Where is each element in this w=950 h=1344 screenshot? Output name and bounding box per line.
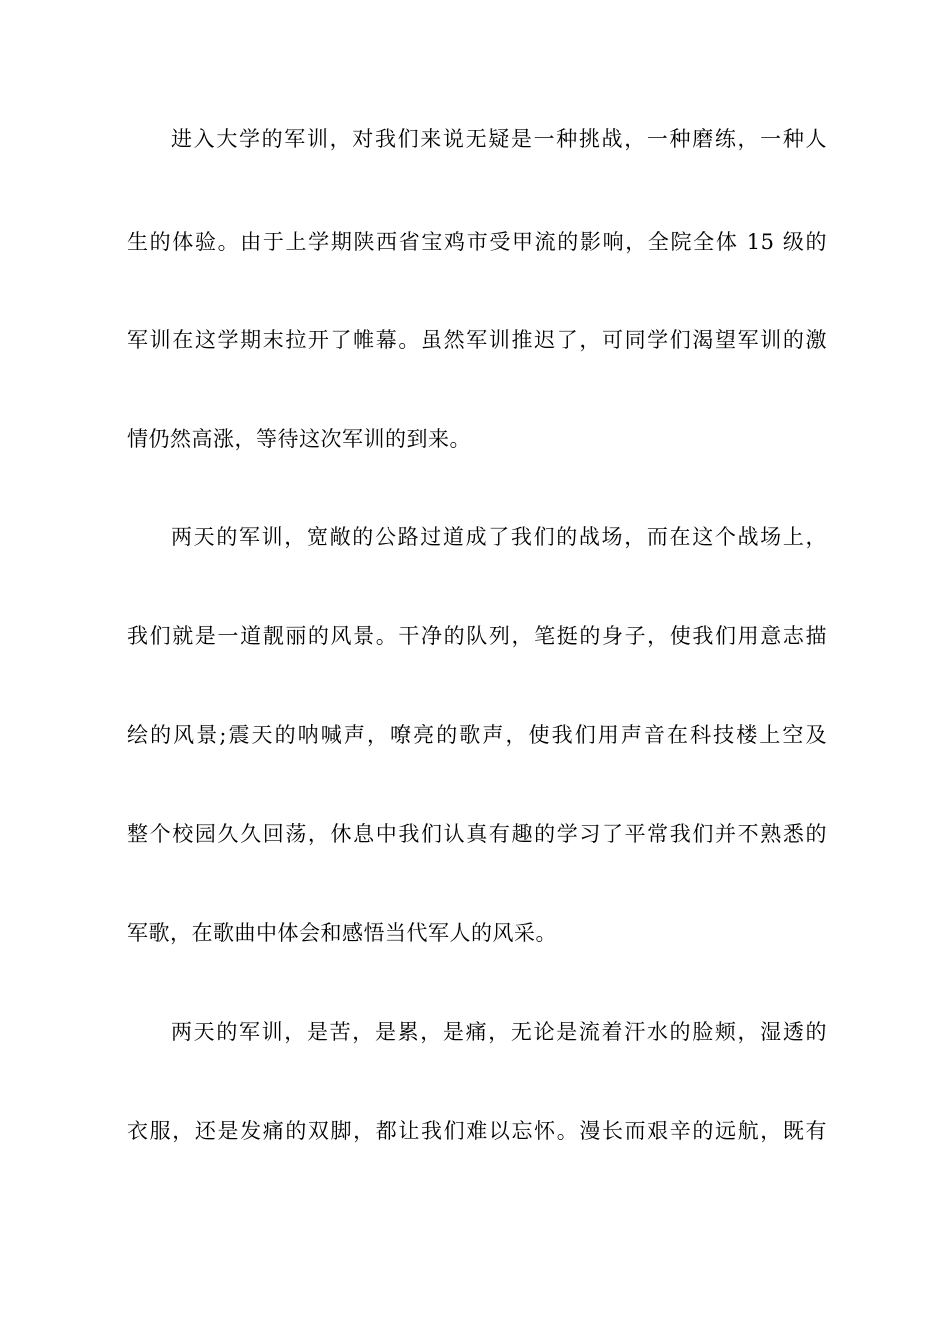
paragraph-3-line-1: 两天的军训，是苦，是累，是痛，无论是流着汗水的脸颊，湿透的 [171,1020,827,1044]
paragraph-1-line-1: 进入大学的军训，对我们来说无疑是一种挑战，一种磨练，一种人 [171,127,827,151]
paragraph-2-line-2: 我们就是一道靓丽的风景。干净的队列，笔挺的身子，使我们用意志描 [127,624,827,648]
paragraph-1-line-2: 生的体验。由于上学期陕西省宝鸡市受甲流的影响，全院全体 15 级的 [127,230,827,254]
paragraph-2-line-3: 绘的风景;震天的呐喊声，嘹亮的歌声，使我们用声音在科技楼上空及 [127,723,827,747]
paragraph-2-line-4: 整个校园久久回荡，休息中我们认真有趣的学习了平常我们并不熟悉的 [127,822,827,846]
paragraph-1-line-4: 情仍然高涨，等待这次军训的到来。 [127,427,471,451]
paragraph-2-line-5: 军歌，在歌曲中体会和感悟当代军人的风采。 [127,921,557,945]
paragraph-2-line-1: 两天的军训，宽敞的公路过道成了我们的战场，而在这个战场上， [171,525,827,549]
paragraph-1-line-3: 军训在这学期末拉开了帷幕。虽然军训推迟了，可同学们渴望军训的激 [127,328,827,352]
paragraph-3-line-2: 衣服，还是发痛的双脚，都让我们难以忘怀。漫长而艰辛的远航，既有 [127,1119,827,1143]
